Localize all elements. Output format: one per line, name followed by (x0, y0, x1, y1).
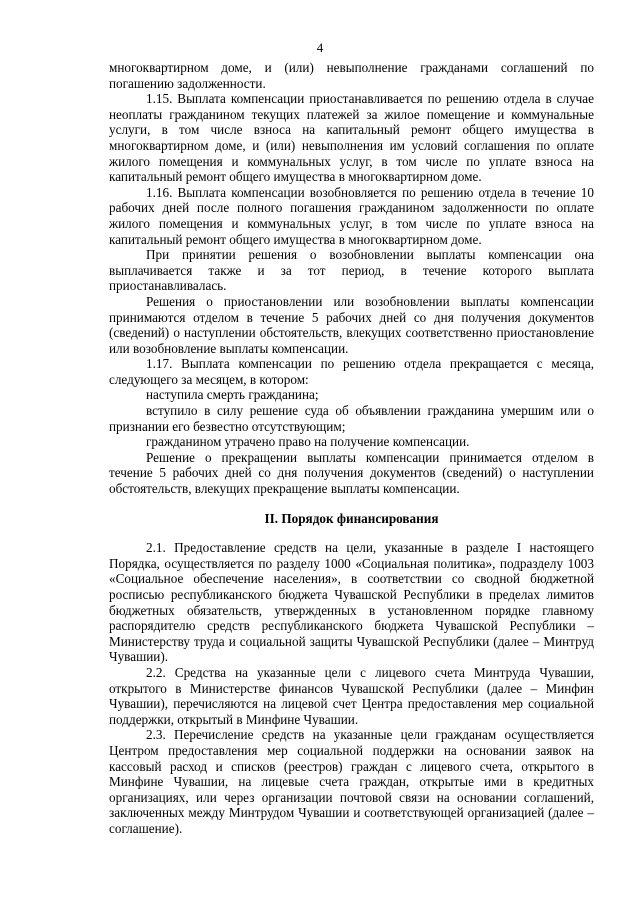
paragraph: Решения о приостановлении или возобновлении выплаты компенсации принимаются отделом в течение 5 рабочих дней со дня получения документов (сведений) о наступлении обстоятельств, влекущих соответственно приостановление или возобновление выплаты компенсации. (109, 293, 594, 356)
list-item: вступило в силу решение суда об объявлении гражданина умершим или о признании его безвестно отсутствующим; (109, 403, 594, 434)
list-item: гражданином утрачено право на получение компенсации. (146, 434, 470, 450)
paragraph: многоквартирном доме, и (или) невыполнение гражданами соглашений по погашению задолженности. (109, 60, 594, 91)
page-number: 4 (316, 40, 324, 55)
paragraph: Решение о прекращении выплаты компенсации принимается отделом в течение 5 рабочих дней со дня получения документов (сведений) о наступлении обстоятельств, влекущих прекращение выплаты компенсации. (109, 449, 594, 497)
section-heading: II. Порядок финансирования (264, 510, 439, 526)
paragraph-2-2: 2.2. Средства на указанные цели с лицевого счета Минтруда Чувашии, открытого в Министерстве финансов Чувашской Республики (далее – Минфин Чувашии), перечисляются на лицевой счет Центра предоставления мер социальной поддержки, открытый в Минфине Чувашии. (109, 664, 594, 727)
paragraph-1-15: 1.15. Выплата компенсации приостанавливается по решению отдела в случае неоплаты гражданином текущих платежей за жилое помещение и коммунальные услуги, в том числе взноса на капитальный ремонт общего имущества в многоквартирном доме, и (или) невыполнения им условий соглашения по оплате жилого помещения и коммунальных услуг, в том числе по уплате взноса на капитальный ремонт общего имущества в многоквартирном доме. (109, 91, 594, 185)
paragraph-2-3: 2.3. Перечисление средств на указанные цели гражданам осуществляется Центром предоставления мер социальной поддержки на основании заявок на кассовый расход и списков (реестров) граждан с лицевого счета, открытого в Минфине Чувашии, на лицевые счета граждан, открытые ими в кредитных организациях, или через организации почтовой связи на основании соглашений, заключенных между Минтрудом Чувашии и соответствующей организацией (далее – соглашение). (109, 727, 594, 836)
paragraph-2-1: 2.1. Предоставление средств на цели, указанные в разделе I настоящего Порядка, осуществляется по разделу 1000 «Социальная политика», подразделу 1003 «Социальное обеспечение населения», в соответствии со сводной бюджетной росписью республиканского бюджета Чувашской Республики в пределах лимитов бюджетных обязательств, утвержденных в установленном порядке главному распорядителю средств республиканского бюджета Чувашской Республики – Министерству труда и социальной защиты Чувашской Республики (далее – Минтруд Чувашии). (109, 540, 594, 665)
section-2 (109, 540, 594, 836)
paragraph-1-16: 1.16. Выплата компенсации возобновляется по решению отдела в течение 10 рабочих дней после полного погашения гражданином задолженности по оплате жилого помещения и коммунальных услуг, в том числе по уплате взноса на капитальный ремонт общего имущества в многоквартирном доме. (109, 184, 594, 247)
paragraph-1-17: 1.17. Выплата компенсации по решению отдела прекращается с месяца, следующего за месяцем, в котором: (109, 356, 594, 387)
list-item: наступила смерть гражданина; (146, 387, 319, 403)
document-body (109, 60, 594, 837)
section-1-continuation (109, 60, 594, 497)
paragraph: При принятии решения о возобновлении выплаты компенсации она выплачивается также и за тот период, в течение которого выплата приостанавливалась. (109, 247, 594, 294)
